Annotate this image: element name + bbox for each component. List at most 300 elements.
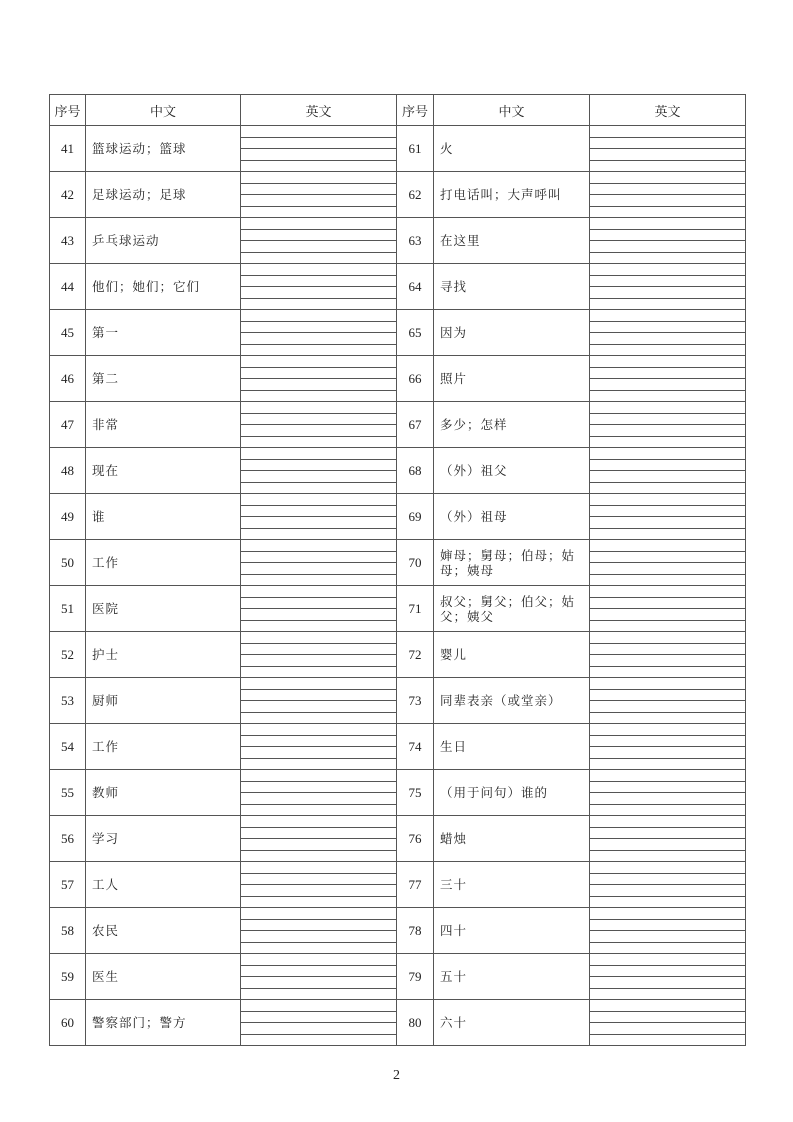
writing-line (241, 287, 396, 299)
writing-line (590, 839, 745, 851)
writing-line (241, 425, 396, 437)
writing-line (590, 299, 745, 310)
writing-line (241, 862, 396, 874)
writing-line (590, 207, 745, 218)
item-number: 72 (397, 632, 434, 678)
writing-line (241, 356, 396, 368)
writing-line (590, 563, 745, 575)
writing-line (241, 552, 396, 564)
writing-line (241, 1000, 396, 1012)
table-row (50, 448, 746, 494)
writing-line (241, 126, 396, 138)
item-number: 45 (50, 310, 86, 356)
writing-line (241, 230, 396, 242)
writing-line (241, 828, 396, 840)
english-answer-cell[interactable] (590, 908, 746, 954)
table-row (50, 1000, 746, 1046)
header-chinese-left: 中文 (86, 95, 241, 126)
english-answer-cell[interactable] (241, 954, 397, 1000)
chinese-term: 农民 (86, 908, 241, 954)
item-number: 80 (397, 1000, 434, 1046)
chinese-term: （用于问句）谁的 (434, 770, 590, 816)
chinese-term: 非常 (86, 402, 241, 448)
chinese-term: 因为 (434, 310, 590, 356)
english-answer-cell[interactable] (590, 770, 746, 816)
item-number: 60 (50, 1000, 86, 1046)
writing-line (590, 529, 745, 540)
english-answer-cell[interactable] (241, 586, 397, 632)
english-answer-cell[interactable] (590, 356, 746, 402)
item-number: 47 (50, 402, 86, 448)
chinese-term: 蜡烛 (434, 816, 590, 862)
item-number: 76 (397, 816, 434, 862)
item-number: 71 (397, 586, 434, 632)
writing-line (590, 241, 745, 253)
table-row (50, 126, 746, 172)
writing-line (241, 506, 396, 518)
chinese-term: 乒乓球运动 (86, 218, 241, 264)
item-number: 63 (397, 218, 434, 264)
chinese-term: 同辈表亲（或堂亲） (434, 678, 590, 724)
item-number: 79 (397, 954, 434, 1000)
writing-line (241, 908, 396, 920)
writing-line (241, 989, 396, 1000)
header-num-right: 序号 (397, 95, 434, 126)
writing-line (590, 437, 745, 448)
english-answer-cell[interactable] (241, 402, 397, 448)
chinese-term: 多少；怎样 (434, 402, 590, 448)
chinese-term: 叔父；舅父；伯父；姑父；姨父 (434, 586, 590, 632)
writing-line (241, 195, 396, 207)
english-answer-cell[interactable] (590, 862, 746, 908)
item-number: 41 (50, 126, 86, 172)
writing-line (241, 483, 396, 494)
writing-line (590, 402, 745, 414)
writing-line (590, 690, 745, 702)
writing-line (241, 172, 396, 184)
writing-line (590, 253, 745, 264)
english-answer-cell[interactable] (590, 678, 746, 724)
writing-line (241, 782, 396, 794)
chinese-term: 学习 (86, 816, 241, 862)
chinese-term: 婶母；舅母；伯母；姑母；姨母 (434, 540, 590, 586)
writing-line (590, 356, 745, 368)
writing-line (590, 989, 745, 1000)
table-row (50, 862, 746, 908)
item-number: 65 (397, 310, 434, 356)
item-number: 62 (397, 172, 434, 218)
chinese-term: 寻找 (434, 264, 590, 310)
writing-line (590, 1012, 745, 1024)
writing-line (241, 138, 396, 150)
writing-line (241, 448, 396, 460)
writing-line (241, 437, 396, 448)
english-answer-cell[interactable] (241, 494, 397, 540)
writing-line (241, 897, 396, 908)
writing-line (241, 149, 396, 161)
header-english-left: 英文 (241, 95, 397, 126)
writing-line (241, 161, 396, 172)
writing-line (241, 701, 396, 713)
writing-line (241, 851, 396, 862)
header-num-left: 序号 (50, 95, 86, 126)
writing-line (590, 287, 745, 299)
writing-line (590, 943, 745, 954)
chinese-term: 医院 (86, 586, 241, 632)
writing-line (241, 575, 396, 586)
writing-line (590, 828, 745, 840)
writing-line (590, 609, 745, 621)
table-row (50, 172, 746, 218)
writing-line (241, 333, 396, 345)
writing-line (590, 874, 745, 886)
writing-line (241, 1035, 396, 1046)
writing-line (590, 920, 745, 932)
writing-line (241, 839, 396, 851)
english-answer-cell[interactable] (590, 494, 746, 540)
writing-line (590, 448, 745, 460)
writing-line (241, 977, 396, 989)
writing-line (241, 299, 396, 310)
writing-line (241, 391, 396, 402)
writing-line (590, 322, 745, 334)
writing-line (590, 598, 745, 610)
writing-line (241, 690, 396, 702)
writing-line (241, 874, 396, 886)
english-answer-cell[interactable] (590, 172, 746, 218)
writing-line (241, 276, 396, 288)
writing-line (241, 494, 396, 506)
chinese-term: （外）祖父 (434, 448, 590, 494)
english-answer-cell[interactable] (590, 310, 746, 356)
item-number: 67 (397, 402, 434, 448)
chinese-term: 第一 (86, 310, 241, 356)
writing-line (241, 943, 396, 954)
writing-line (241, 540, 396, 552)
english-answer-cell[interactable] (590, 632, 746, 678)
english-answer-cell[interactable] (241, 816, 397, 862)
writing-line (241, 368, 396, 380)
writing-line (241, 736, 396, 748)
chinese-term: 医生 (86, 954, 241, 1000)
writing-line (590, 632, 745, 644)
table-header-row (50, 95, 746, 126)
table-row (50, 678, 746, 724)
table-row (50, 724, 746, 770)
chinese-term: 足球运动；足球 (86, 172, 241, 218)
chinese-term: 护士 (86, 632, 241, 678)
english-answer-cell[interactable] (241, 264, 397, 310)
writing-line (241, 1023, 396, 1035)
chinese-term: 厨师 (86, 678, 241, 724)
item-number: 55 (50, 770, 86, 816)
writing-line (590, 793, 745, 805)
writing-line (590, 586, 745, 598)
item-number: 77 (397, 862, 434, 908)
writing-line (590, 172, 745, 184)
writing-line (241, 517, 396, 529)
writing-line (590, 552, 745, 564)
english-answer-cell[interactable] (241, 724, 397, 770)
writing-line (241, 759, 396, 770)
writing-line (590, 759, 745, 770)
item-number: 68 (397, 448, 434, 494)
english-answer-cell[interactable] (241, 126, 397, 172)
writing-line (590, 621, 745, 632)
writing-line (590, 805, 745, 816)
writing-line (590, 138, 745, 150)
item-number: 48 (50, 448, 86, 494)
chinese-term: 篮球运动；篮球 (86, 126, 241, 172)
english-answer-cell[interactable] (590, 264, 746, 310)
writing-line (590, 770, 745, 782)
item-number: 51 (50, 586, 86, 632)
chinese-term: 警察部门；警方 (86, 1000, 241, 1046)
chinese-term: 火 (434, 126, 590, 172)
table-row (50, 218, 746, 264)
writing-line (590, 724, 745, 736)
english-answer-cell[interactable] (590, 402, 746, 448)
writing-line (241, 207, 396, 218)
item-number: 46 (50, 356, 86, 402)
writing-line (590, 701, 745, 713)
english-answer-cell[interactable] (590, 586, 746, 632)
table-row (50, 540, 746, 586)
item-number: 70 (397, 540, 434, 586)
writing-line (241, 586, 396, 598)
table-row (50, 816, 746, 862)
chinese-term: 照片 (434, 356, 590, 402)
header-chinese-right: 中文 (434, 95, 590, 126)
chinese-term: 五十 (434, 954, 590, 1000)
english-answer-cell[interactable] (241, 632, 397, 678)
writing-line (590, 736, 745, 748)
item-number: 69 (397, 494, 434, 540)
english-answer-cell[interactable] (241, 172, 397, 218)
english-answer-cell[interactable] (590, 540, 746, 586)
writing-line (590, 575, 745, 586)
english-answer-cell[interactable] (241, 678, 397, 724)
writing-line (590, 678, 745, 690)
english-answer-cell[interactable] (590, 954, 746, 1000)
writing-line (590, 368, 745, 380)
vocabulary-table (49, 94, 746, 1046)
chinese-term: 第二 (86, 356, 241, 402)
writing-line (590, 1035, 745, 1046)
chinese-term: 四十 (434, 908, 590, 954)
writing-line (241, 747, 396, 759)
item-number: 42 (50, 172, 86, 218)
writing-line (241, 885, 396, 897)
writing-line (590, 414, 745, 426)
writing-line (590, 195, 745, 207)
writing-line (590, 184, 745, 196)
writing-line (590, 379, 745, 391)
chinese-term: 生日 (434, 724, 590, 770)
writing-line (590, 494, 745, 506)
chinese-term: 工人 (86, 862, 241, 908)
writing-line (590, 517, 745, 529)
english-answer-cell[interactable] (590, 724, 746, 770)
writing-line (590, 782, 745, 794)
writing-line (241, 241, 396, 253)
writing-line (590, 483, 745, 494)
writing-line (241, 471, 396, 483)
english-answer-cell[interactable] (590, 218, 746, 264)
writing-line (590, 908, 745, 920)
table-row (50, 402, 746, 448)
item-number: 59 (50, 954, 86, 1000)
table-row (50, 494, 746, 540)
writing-line (590, 425, 745, 437)
writing-line (241, 954, 396, 966)
writing-line (590, 885, 745, 897)
writing-line (590, 218, 745, 230)
writing-line (590, 644, 745, 656)
english-answer-cell[interactable] (241, 770, 397, 816)
chinese-term: 谁 (86, 494, 241, 540)
writing-line (241, 402, 396, 414)
writing-line (241, 322, 396, 334)
table-row (50, 770, 746, 816)
item-number: 50 (50, 540, 86, 586)
chinese-term: 六十 (434, 1000, 590, 1046)
english-answer-cell[interactable] (590, 126, 746, 172)
writing-line (590, 310, 745, 322)
english-answer-cell[interactable] (241, 356, 397, 402)
chinese-term: （外）祖母 (434, 494, 590, 540)
writing-line (590, 230, 745, 242)
item-number: 57 (50, 862, 86, 908)
header-english-right: 英文 (590, 95, 746, 126)
writing-line (590, 667, 745, 678)
item-number: 64 (397, 264, 434, 310)
english-answer-cell[interactable] (241, 218, 397, 264)
english-answer-cell[interactable] (241, 540, 397, 586)
chinese-term: 现在 (86, 448, 241, 494)
table-row (50, 908, 746, 954)
writing-line (590, 862, 745, 874)
writing-line (590, 333, 745, 345)
writing-line (590, 506, 745, 518)
table-row (50, 264, 746, 310)
writing-line (590, 149, 745, 161)
writing-line (590, 655, 745, 667)
writing-line (590, 977, 745, 989)
item-number: 44 (50, 264, 86, 310)
writing-line (590, 391, 745, 402)
writing-line (241, 678, 396, 690)
writing-line (241, 655, 396, 667)
writing-line (590, 540, 745, 552)
english-answer-cell[interactable] (241, 862, 397, 908)
writing-line (241, 253, 396, 264)
chinese-term: 打电话叫；大声呼叫 (434, 172, 590, 218)
writing-line (590, 161, 745, 172)
writing-line (241, 793, 396, 805)
item-number: 74 (397, 724, 434, 770)
writing-line (241, 598, 396, 610)
chinese-term: 教师 (86, 770, 241, 816)
writing-line (241, 310, 396, 322)
english-answer-cell[interactable] (241, 448, 397, 494)
writing-line (241, 184, 396, 196)
chinese-term: 在这里 (434, 218, 590, 264)
writing-line (590, 851, 745, 862)
chinese-term: 他们；她们；它们 (86, 264, 241, 310)
writing-line (590, 713, 745, 724)
table-row (50, 586, 746, 632)
writing-line (241, 816, 396, 828)
writing-line (241, 966, 396, 978)
writing-line (590, 345, 745, 356)
english-answer-cell[interactable] (590, 816, 746, 862)
writing-line (241, 345, 396, 356)
writing-line (241, 931, 396, 943)
item-number: 78 (397, 908, 434, 954)
item-number: 52 (50, 632, 86, 678)
english-answer-cell[interactable] (590, 448, 746, 494)
writing-line (590, 471, 745, 483)
writing-line (590, 1000, 745, 1012)
writing-line (590, 460, 745, 472)
writing-line (590, 747, 745, 759)
table-row (50, 310, 746, 356)
item-number: 75 (397, 770, 434, 816)
writing-line (241, 632, 396, 644)
writing-line (590, 966, 745, 978)
item-number: 73 (397, 678, 434, 724)
writing-line (241, 609, 396, 621)
item-number: 58 (50, 908, 86, 954)
writing-line (241, 724, 396, 736)
item-number: 53 (50, 678, 86, 724)
writing-line (241, 264, 396, 276)
english-answer-cell[interactable] (241, 1000, 397, 1046)
writing-line (590, 954, 745, 966)
item-number: 49 (50, 494, 86, 540)
english-answer-cell[interactable] (241, 310, 397, 356)
writing-line (590, 1023, 745, 1035)
chinese-term: 三十 (434, 862, 590, 908)
table-row (50, 632, 746, 678)
writing-line (241, 218, 396, 230)
english-answer-cell[interactable] (590, 1000, 746, 1046)
writing-line (590, 126, 745, 138)
chinese-term: 工作 (86, 540, 241, 586)
table-row (50, 954, 746, 1000)
writing-line (241, 379, 396, 391)
english-answer-cell[interactable] (241, 908, 397, 954)
writing-line (241, 621, 396, 632)
writing-line (241, 770, 396, 782)
item-number: 56 (50, 816, 86, 862)
page-number: 2 (393, 1068, 400, 1083)
chinese-term: 婴儿 (434, 632, 590, 678)
item-number: 54 (50, 724, 86, 770)
writing-line (241, 414, 396, 426)
chinese-term: 工作 (86, 724, 241, 770)
writing-line (590, 897, 745, 908)
writing-line (241, 563, 396, 575)
table-row (50, 356, 746, 402)
writing-line (241, 460, 396, 472)
item-number: 61 (397, 126, 434, 172)
writing-line (241, 805, 396, 816)
writing-line (241, 920, 396, 932)
writing-line (241, 667, 396, 678)
writing-line (241, 529, 396, 540)
